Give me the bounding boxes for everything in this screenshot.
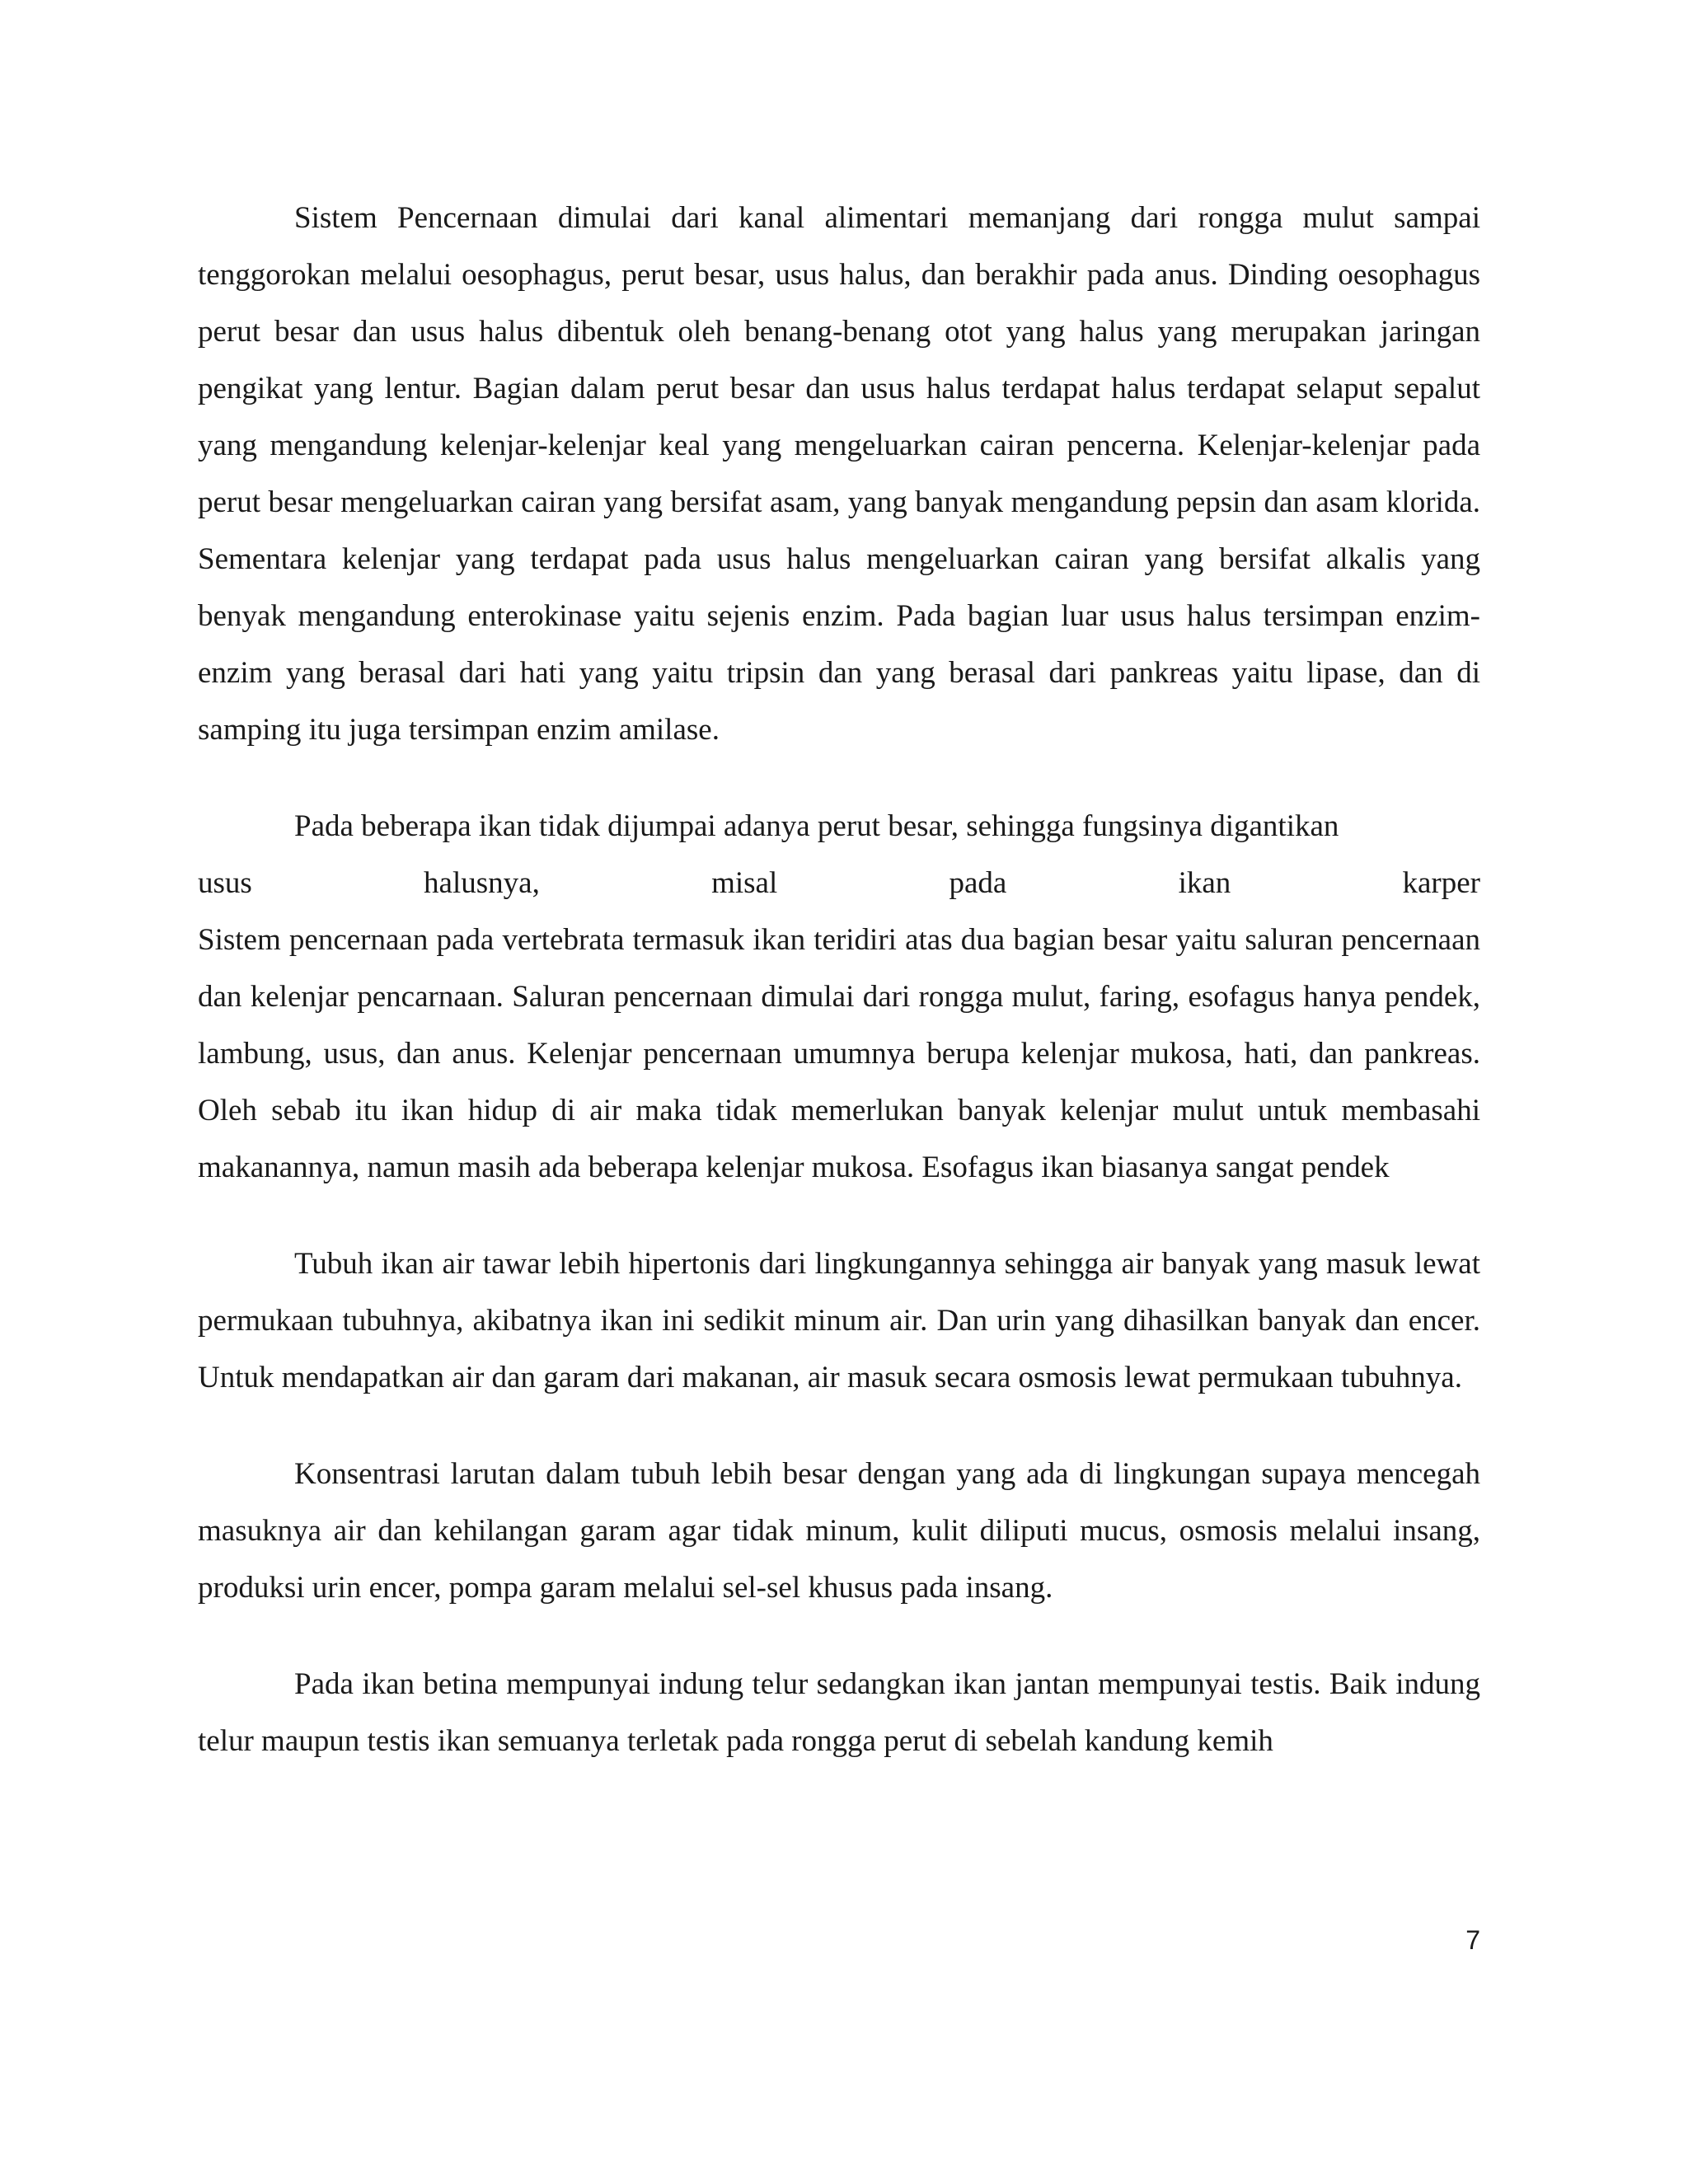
spread-word: halusnya,	[424, 866, 540, 900]
spread-word: misal	[711, 866, 778, 900]
spread-word: usus	[198, 866, 252, 900]
paragraph-freshwater-fish: Tubuh ikan air tawar lebih hipertonis dari lingkungannya sehingga air banyak yang masuk lewat permukaan tubuhnya, akibatnya ikan ini sedikit minum air. Dan urin yang dihasilkan banyak dan encer. Untuk mendapatkan air dan garam dari makanan, air masuk secara osmosis lewat permukaan tubuhnya.	[198, 1247, 1480, 1394]
page-number: 7	[1465, 1925, 1480, 1955]
spread-word: pada	[949, 866, 1007, 900]
paragraph-fish-digestion	[198, 798, 1480, 1196]
spread-word: ikan	[1178, 866, 1231, 900]
spread-line	[198, 855, 1480, 912]
paragraph-fish-digestion-first-line: Pada beberapa ikan tidak dijumpai adanya perut besar, sehingga fungsinya digantikan	[294, 809, 1339, 843]
paragraph-reproductive-organs: Pada ikan betina mempunyai indung telur sedangkan ikan jantan mempunyai testis. Baik indung telur maupun testis ikan semuanya terletak pada rongga perut di sebelah kandung kemih	[198, 1667, 1480, 1758]
document-body	[198, 190, 1480, 1769]
paragraph-digestive-system: Sistem Pencernaan dimulai dari kanal alimentari memanjang dari rongga mulut sampai tenggorokan melalui oesophagus, perut besar, usus halus, dan berakhir pada anus. Dinding oesophagus perut besar dan usus halus dibentuk oleh benang-benang otot yang halus yang merupakan jaringan pengikat yang lentur. Bagian dalam perut besar dan usus halus terdapat halus terdapat selaput sepalut yang mengandung kelenjar-kelenjar keal yang mengeluarkan cairan pencerna. Kelenjar-kelenjar pada perut besar mengeluarkan cairan yang bersifat asam, yang banyak mengandung pepsin dan asam klorida. Sementara kelenjar yang terdapat pada usus halus mengeluarkan cairan yang bersifat alkalis yang benyak mengandung enterokinase yaitu sejenis enzim. Pada bagian luar usus halus tersimpan enzim-enzim yang berasal dari hati yang yaitu tripsin dan yang berasal dari pankreas yaitu lipase, dan di samping itu juga tersimpan enzim amilase.	[198, 201, 1480, 747]
spread-word: karper	[1402, 866, 1480, 900]
paragraph-fish-digestion-rest: Sistem pencernaan pada vertebrata termasuk ikan teridiri atas dua bagian besar yaitu saluran pencernaan dan kelenjar pencarnaan. Saluran pencernaan dimulai dari rongga mulut, faring, esofagus hanya pendek, lambung, usus, dan anus. Kelenjar pencernaan umumnya berupa kelenjar mukosa, hati, dan pankreas. Oleh sebab itu ikan hidup di air maka tidak memerlukan banyak kelenjar mulut untuk membasahi makanannya, namun masih ada beberapa kelenjar mukosa. Esofagus ikan biasanya sangat pendek	[198, 923, 1480, 1184]
paragraph-osmoregulation: Konsentrasi larutan dalam tubuh lebih besar dengan yang ada di lingkungan supaya mencegah masuknya air dan kehilangan garam agar tidak minum, kulit diliputi mucus, osmosis melalui insang, produksi urin encer, pompa garam melalui sel-sel khusus pada insang.	[198, 1457, 1480, 1605]
